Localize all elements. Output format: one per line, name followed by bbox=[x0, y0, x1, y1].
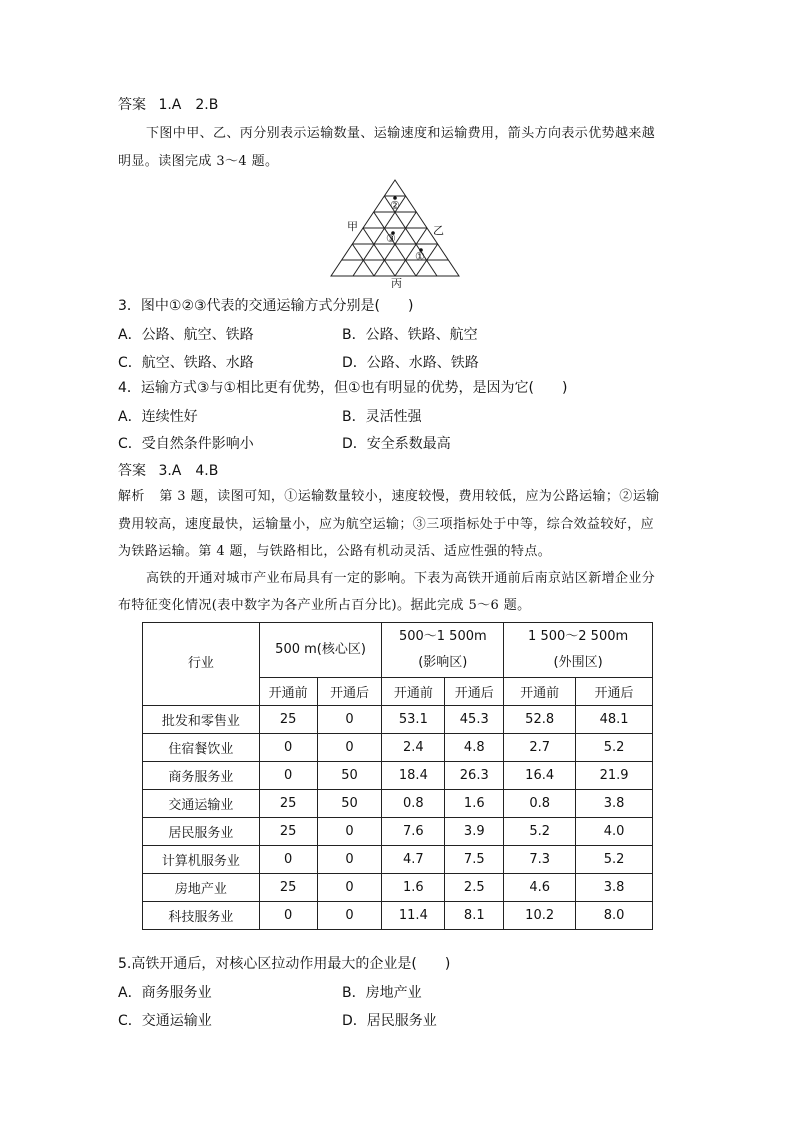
point-3-label: ③ bbox=[386, 232, 396, 245]
question-4-option-c[interactable]: C．受自然条件影响小 bbox=[118, 436, 254, 452]
table-row bbox=[143, 902, 653, 930]
header-zone-core bbox=[259, 623, 382, 678]
point-1-label: ① bbox=[415, 250, 425, 263]
value-cell: 0.8 bbox=[504, 790, 576, 818]
table-row bbox=[143, 874, 653, 902]
value-cell: 3.9 bbox=[445, 818, 504, 846]
analysis-line-3: 为铁路运输。第 4 题，与铁路相比，公路有机动灵活、适应性强的特点。 bbox=[118, 544, 552, 559]
question-5-option-c[interactable]: C．交通运输业 bbox=[118, 1013, 212, 1029]
industry-name-cell: 商务服务业 bbox=[143, 762, 260, 790]
question-3-option-d[interactable]: D．公路、水路、铁路 bbox=[342, 355, 479, 371]
intro-paragraph-2-line-1: 高铁的开通对城市产业布局具有一定的影响。下表为高铁开通前后南京站区新增企业分 bbox=[146, 571, 656, 586]
table-body bbox=[143, 706, 653, 930]
answer-text: 1.A 2.B bbox=[158, 97, 219, 113]
header-after: 开通后 bbox=[576, 678, 653, 706]
analysis-line-1 bbox=[118, 488, 660, 506]
header-zone-impact-line2: (影响区) bbox=[418, 655, 468, 670]
value-cell: 0 bbox=[317, 818, 382, 846]
question-4-option-d[interactable]: D．安全系数最高 bbox=[342, 436, 451, 452]
axis-label-right: 乙 bbox=[433, 224, 444, 237]
header-before: 开通前 bbox=[504, 678, 576, 706]
header-after: 开通后 bbox=[445, 678, 504, 706]
value-cell: 0 bbox=[317, 734, 382, 762]
value-cell: 25 bbox=[259, 874, 317, 902]
question-5-stem: 5.高铁开通后，对核心区拉动作用最大的企业是( ) bbox=[118, 956, 451, 972]
value-cell: 0.8 bbox=[382, 790, 445, 818]
answer-label: 答案 bbox=[118, 97, 146, 113]
table-header-row bbox=[143, 623, 653, 678]
value-cell: 18.4 bbox=[382, 762, 445, 790]
table-row bbox=[143, 706, 653, 734]
table-row bbox=[143, 790, 653, 818]
value-cell: 3.8 bbox=[576, 790, 653, 818]
value-cell: 0 bbox=[259, 762, 317, 790]
value-cell: 4.8 bbox=[445, 734, 504, 762]
value-cell: 1.6 bbox=[445, 790, 504, 818]
value-cell: 0 bbox=[259, 902, 317, 930]
industry-name-cell: 计算机服务业 bbox=[143, 846, 260, 874]
question-4-option-a[interactable]: A．连续性好 bbox=[118, 409, 198, 425]
industry-distribution-table bbox=[142, 622, 653, 930]
table-row bbox=[143, 734, 653, 762]
value-cell: 5.2 bbox=[504, 818, 576, 846]
value-cell: 10.2 bbox=[504, 902, 576, 930]
value-cell: 0 bbox=[317, 706, 382, 734]
value-cell: 4.7 bbox=[382, 846, 445, 874]
answer-label: 答案 bbox=[118, 463, 146, 479]
value-cell: 50 bbox=[317, 762, 382, 790]
question-3-option-a[interactable]: A．公路、航空、铁路 bbox=[118, 327, 254, 343]
table-row bbox=[143, 762, 653, 790]
value-cell: 26.3 bbox=[445, 762, 504, 790]
value-cell: 48.1 bbox=[576, 706, 653, 734]
intro-paragraph-1-line-2: 明显。读图完成 3～4 题。 bbox=[118, 154, 279, 169]
point-2-label: ② bbox=[390, 199, 400, 212]
header-zone-outer-line2: (外围区) bbox=[553, 655, 603, 670]
answer-line-1 bbox=[118, 96, 218, 114]
header-zone-outer-line1: 1 500～2 500m bbox=[528, 629, 629, 644]
value-cell: 25 bbox=[259, 818, 317, 846]
question-4-stem: 4．运输方式③与①相比更有优势，但①也有明显的优势，是因为它( ) bbox=[118, 380, 568, 396]
industry-name-cell: 科技服务业 bbox=[143, 902, 260, 930]
question-3-option-c[interactable]: C．航空、铁路、水路 bbox=[118, 355, 254, 371]
question-3-stem: 3．图中①②③代表的交通运输方式分别是( ) bbox=[118, 298, 414, 314]
industry-name-cell: 居民服务业 bbox=[143, 818, 260, 846]
value-cell: 5.2 bbox=[576, 846, 653, 874]
header-after: 开通后 bbox=[317, 678, 382, 706]
header-zone-core-line1: 500 m(核心区) bbox=[275, 642, 366, 657]
analysis-line-2: 费用较高，速度最快，运输量小，应为航空运输；③三项指标处于中等，综合效益较好，应 bbox=[118, 517, 655, 532]
axis-label-bottom: 丙 bbox=[391, 277, 402, 288]
value-cell: 2.5 bbox=[445, 874, 504, 902]
header-industry: 行业 bbox=[143, 623, 260, 706]
industry-name-cell: 房地产业 bbox=[143, 874, 260, 902]
header-zone-outer bbox=[504, 623, 653, 678]
industry-name-cell: 交通运输业 bbox=[143, 790, 260, 818]
value-cell: 7.3 bbox=[504, 846, 576, 874]
intro-paragraph-2-line-2: 布特征变化情况(表中数字为各产业所占百分比)。据此完成 5～6 题。 bbox=[118, 598, 531, 613]
value-cell: 8.0 bbox=[576, 902, 653, 930]
header-before: 开通前 bbox=[382, 678, 445, 706]
value-cell: 25 bbox=[259, 706, 317, 734]
question-4-option-b[interactable]: B．灵活性强 bbox=[342, 409, 422, 425]
analysis-label: 解析 bbox=[118, 489, 145, 504]
table-row bbox=[143, 818, 653, 846]
question-5-option-b[interactable]: B．房地产业 bbox=[342, 985, 422, 1001]
axis-label-left: 甲 bbox=[347, 220, 358, 233]
question-5-option-d[interactable]: D．居民服务业 bbox=[342, 1013, 437, 1029]
value-cell: 0 bbox=[317, 902, 382, 930]
header-zone-impact-line1: 500～1 500m bbox=[398, 629, 487, 644]
value-cell: 1.6 bbox=[382, 874, 445, 902]
value-cell: 50 bbox=[317, 790, 382, 818]
answer-line-2 bbox=[118, 462, 218, 480]
industry-name-cell: 住宿餐饮业 bbox=[143, 734, 260, 762]
value-cell: 7.6 bbox=[382, 818, 445, 846]
value-cell: 8.1 bbox=[445, 902, 504, 930]
value-cell: 4.0 bbox=[576, 818, 653, 846]
value-cell: 11.4 bbox=[382, 902, 445, 930]
intro-paragraph-1-line-1: 下图中甲、乙、丙分别表示运输数量、运输速度和运输费用，箭头方向表示优势越来越 bbox=[146, 126, 656, 141]
value-cell: 5.2 bbox=[576, 734, 653, 762]
value-cell: 52.8 bbox=[504, 706, 576, 734]
triangle-diagram bbox=[325, 176, 465, 288]
question-3-option-b[interactable]: B．公路、铁路、航空 bbox=[342, 327, 478, 343]
value-cell: 0 bbox=[259, 734, 317, 762]
table-row bbox=[143, 846, 653, 874]
value-cell: 25 bbox=[259, 790, 317, 818]
value-cell: 16.4 bbox=[504, 762, 576, 790]
value-cell: 4.6 bbox=[504, 874, 576, 902]
question-5-option-a[interactable]: A．商务服务业 bbox=[118, 985, 212, 1001]
value-cell: 7.5 bbox=[445, 846, 504, 874]
header-zone-impact bbox=[382, 623, 504, 678]
answer-text: 3.A 4.B bbox=[158, 463, 219, 479]
industry-name-cell: 批发和零售业 bbox=[143, 706, 260, 734]
value-cell: 2.4 bbox=[382, 734, 445, 762]
value-cell: 0 bbox=[317, 874, 382, 902]
value-cell: 53.1 bbox=[382, 706, 445, 734]
value-cell: 0 bbox=[259, 846, 317, 874]
value-cell: 21.9 bbox=[576, 762, 653, 790]
value-cell: 2.7 bbox=[504, 734, 576, 762]
header-before: 开通前 bbox=[259, 678, 317, 706]
analysis-text-1: 第 3 题，读图可知，①运输数量较小，速度较慢，费用较低，应为公路运输；②运输 bbox=[159, 489, 660, 504]
value-cell: 45.3 bbox=[445, 706, 504, 734]
value-cell: 0 bbox=[317, 846, 382, 874]
value-cell: 3.8 bbox=[576, 874, 653, 902]
